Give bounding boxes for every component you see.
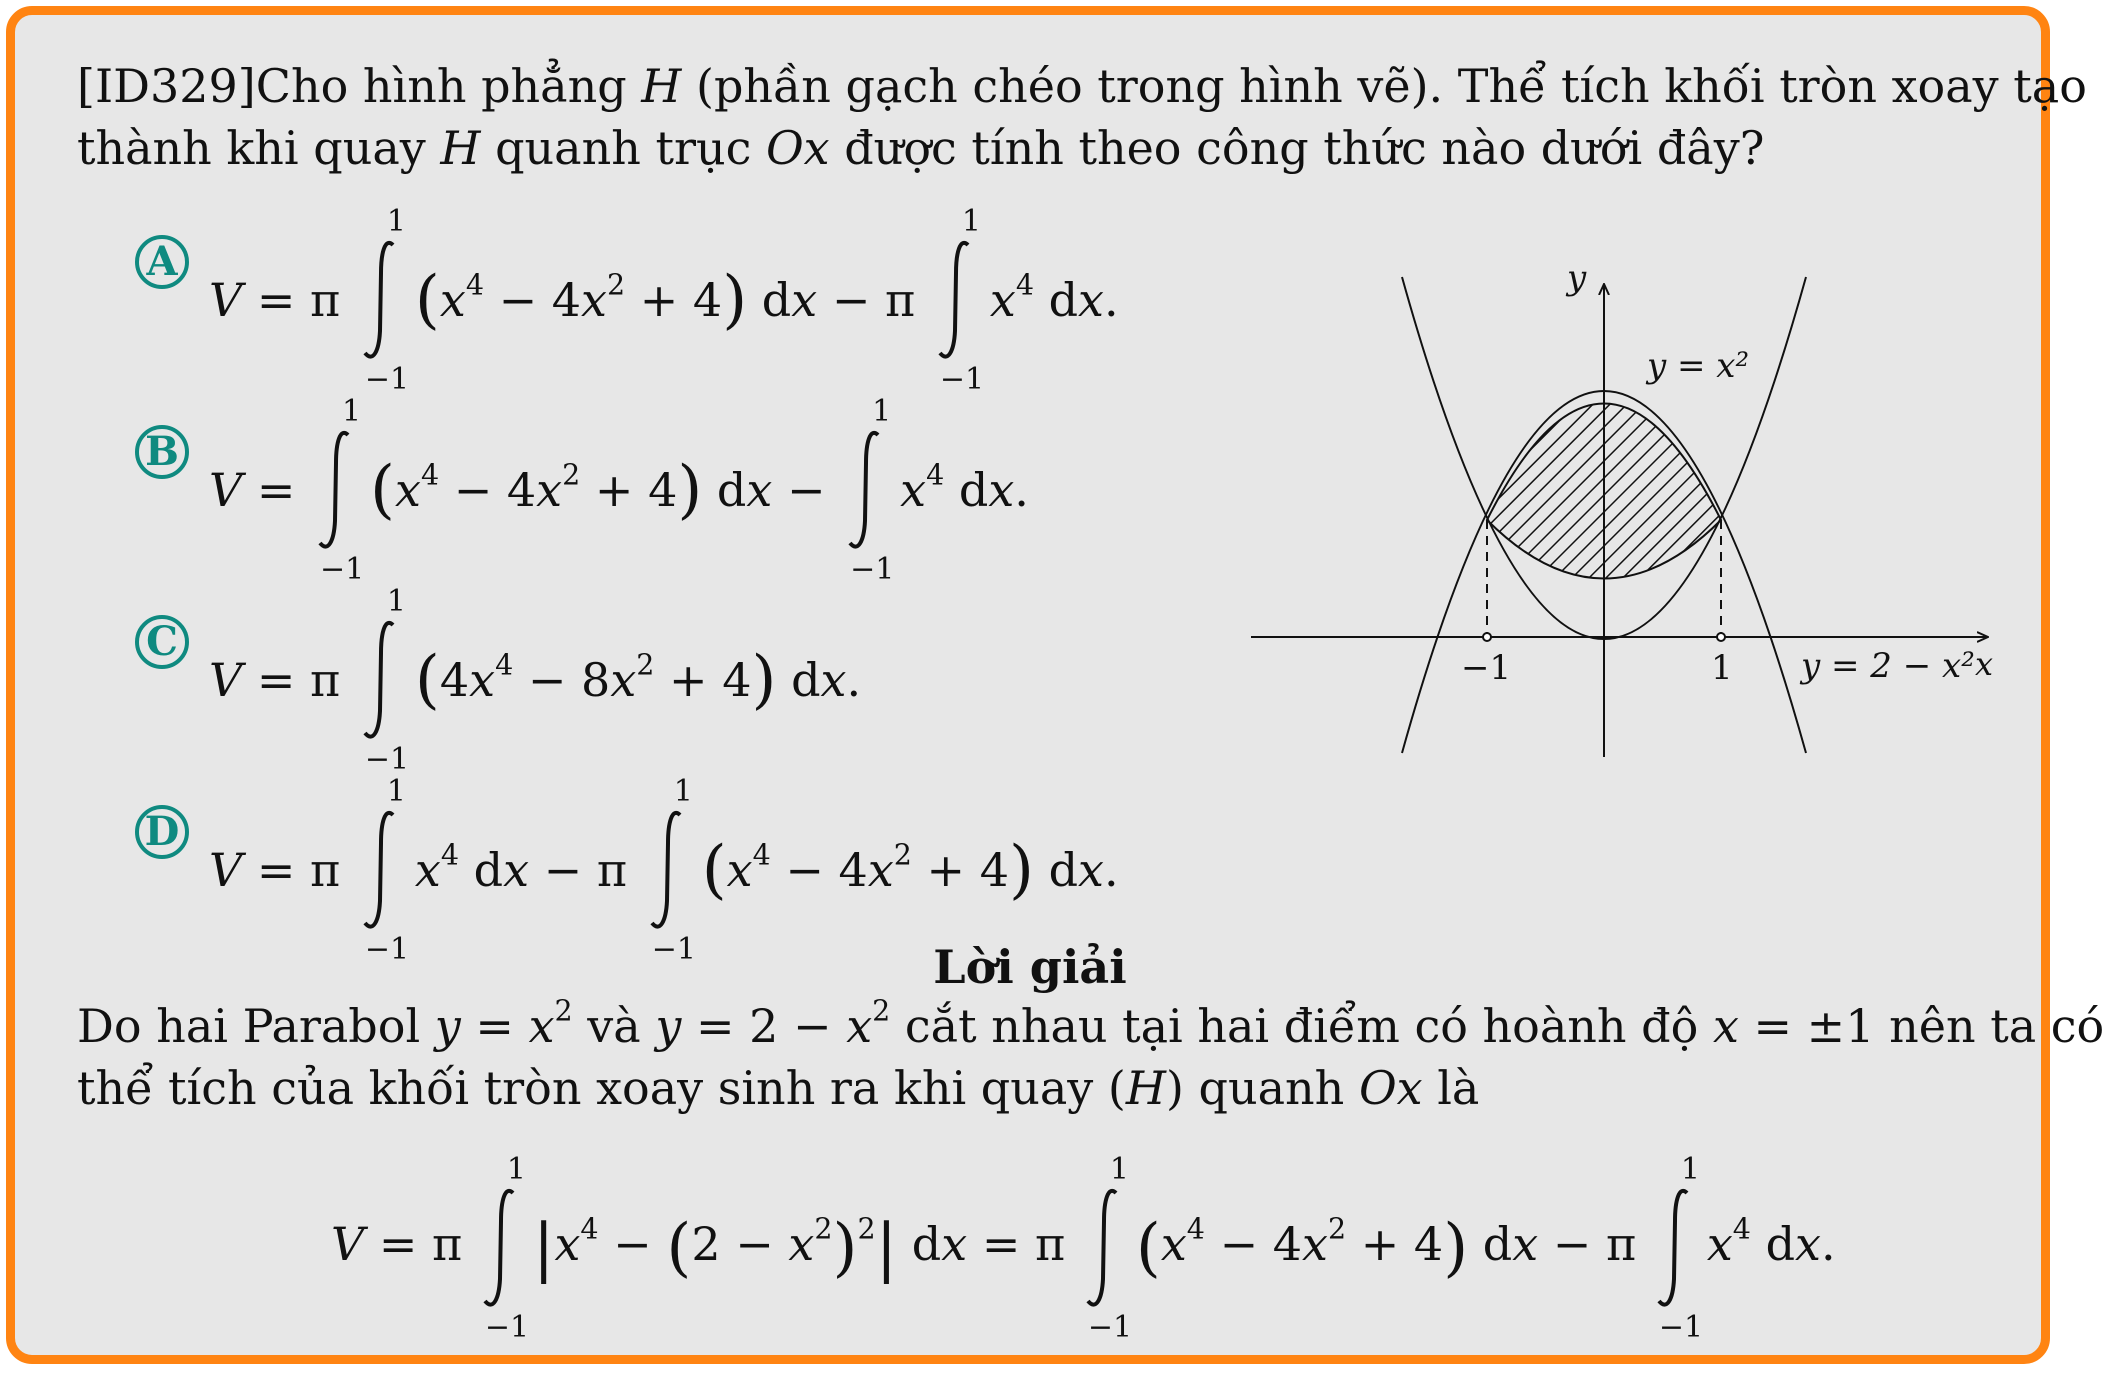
integral-sign: 1 −1: [1087, 1152, 1133, 1345]
question-line-1: [ID329]Cho hình phẳng H (phần gạch chéo trong hình vẽ). Thể tích khối tròn xoay tạo: [77, 59, 2087, 113]
solution-line-1: Do hai Parabol $y = x^2$ và $y = 2 - x^2$ cắt nhau tại hai điểm có hoành độ x = ±1 nên ta có: [77, 994, 2104, 1053]
tick-point-right: [1717, 633, 1725, 641]
tick-label-minus-1: −1: [1461, 648, 1512, 688]
option-b[interactable]: [133, 367, 1233, 587]
x-axis-label: x: [1975, 645, 1994, 683]
option-b-formula: V = 1 −1 $(x^4 - 4x^2 + 4)$ dx − 1 −1 $x^4$ dx.: [209, 394, 1029, 587]
integral-sign: 1 −1: [364, 204, 410, 397]
option-c[interactable]: [133, 557, 1233, 777]
integral-sign: 1 −1: [651, 774, 696, 967]
integral-sign: 1 −1: [850, 394, 895, 587]
integral-sign: 1 −1: [364, 584, 410, 777]
question-card: [6, 6, 2104, 1364]
solution-line-2: thể tích của khối tròn xoay sinh ra khi quay (H) quanh Ox là: [77, 1061, 1480, 1115]
parabola-graph: [1239, 258, 1999, 765]
option-a-formula: V = π 1 −1 $(x^4 - 4x^2 + 4)$ dx − π 1 −1 $x^4$ dx.: [209, 204, 1119, 397]
integral-sign: 1 −1: [484, 1152, 530, 1345]
label-y-equals-2-minus-x2: y = 2 − x²: [1801, 646, 1975, 686]
question-line-2: thành khi quay H quanh trục Ox được tính theo công thức nào dưới đây?: [77, 121, 1765, 175]
option-a[interactable]: [133, 177, 1233, 397]
solution-formula: V = π 1 −1 $|x^4 - (2 - x^2)^2|$ dx = π 1 −1 $(x^4 - 4x^2 + 4)$ dx − π 1 −1 $x^4$ dx.: [331, 1152, 1836, 1345]
option-d-badge[interactable]: D: [135, 805, 189, 859]
integral-sign: 1 −1: [939, 204, 985, 397]
label-y-equals-x2: y = x²: [1647, 346, 1750, 386]
solution-title: Lời giải: [933, 940, 1127, 994]
option-c-badge[interactable]: C: [135, 615, 189, 669]
integral-sign: 1 −1: [320, 394, 365, 587]
integral-sign: 1 −1: [1658, 1152, 1704, 1345]
option-b-badge[interactable]: B: [135, 425, 189, 479]
option-d-formula: V = π 1 −1 $x^4$ dx − π 1 −1 $(x^4 - 4x^2 + 4)$ dx.: [209, 774, 1119, 967]
option-a-badge[interactable]: A: [135, 235, 189, 289]
integral-sign: 1 −1: [364, 774, 410, 967]
option-c-formula: V = π 1 −1 $(4x^4 - 8x^2 + 4)$ dx.: [209, 584, 862, 777]
tick-point-left: [1483, 633, 1491, 641]
y-axis-label: y: [1567, 258, 1587, 298]
tick-label-1: 1: [1711, 648, 1733, 688]
question-id: [ID329]: [77, 59, 256, 113]
